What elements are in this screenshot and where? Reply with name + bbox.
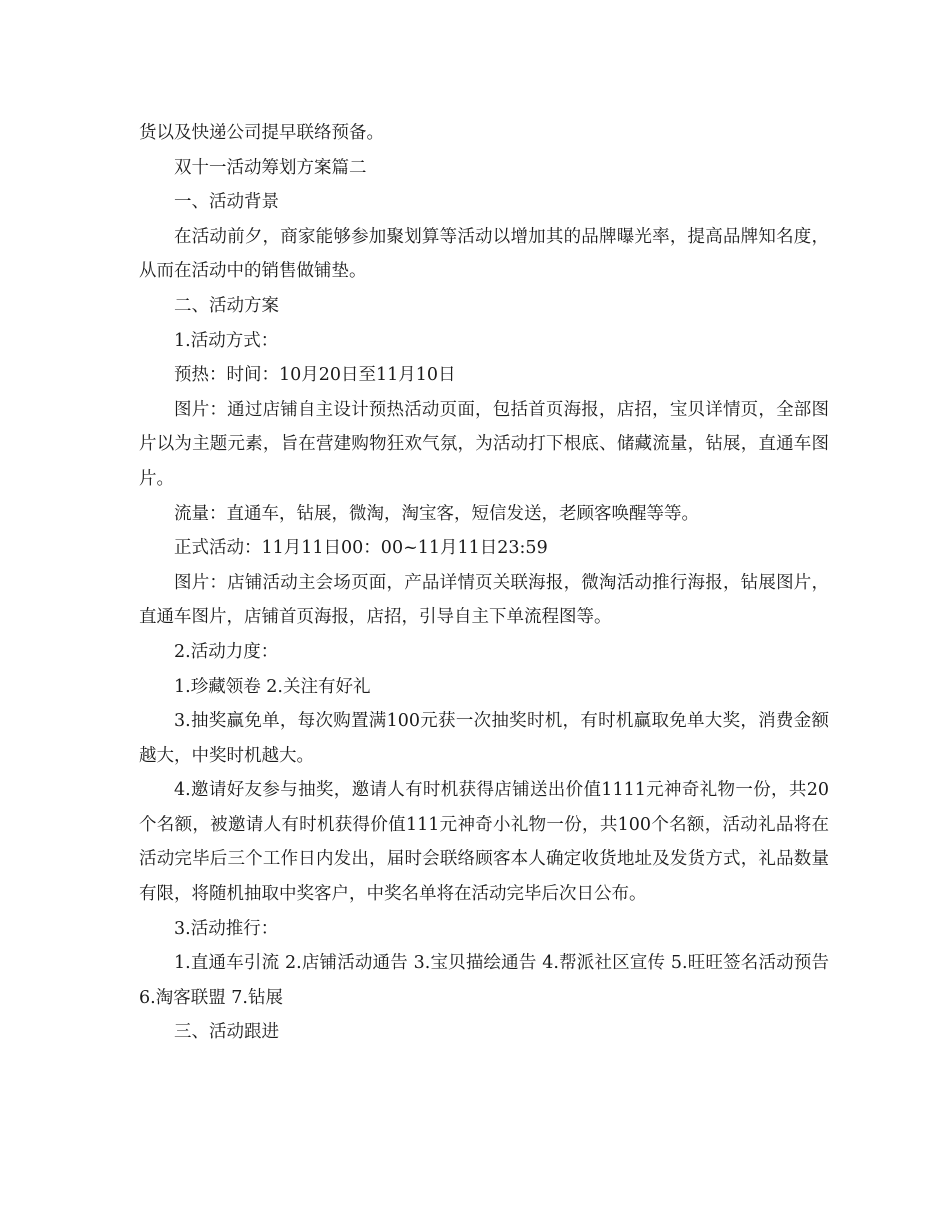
- paragraph-traffic: 流量：直通车，钻展，微淘，淘宝客，短信发送，老顾客唤醒等等。: [174, 503, 699, 524]
- paragraph-intensity-items: 1.珍藏领卷 2.关注有好礼: [174, 676, 371, 697]
- paragraph-continuation: 货以及快递公司提早联络预备。: [139, 123, 384, 143]
- paragraph-preheat-images: 图片：通过店铺自主设计预热活动页面，包括首页海报，店招，宝贝详情页，全部图片以为主题元素，旨在营建购物狂欢气氛，为活动打下根底、储藏流量，钻展，直通车图片。: [139, 399, 829, 489]
- paragraph-invite: 4.邀请好友参与抽奖，邀请人有时机获得店铺送出价值1111元神奇礼物一份，共20个名额，被邀请人有时机获得价值111元神奇小礼物一份，共100个名额，活动礼品将在活动完毕后三个工作日内发出，届时会联络顾客本人确定收货地址及发货方式，礼品数量有限，将随机抽取中奖客户，中奖名单将在活动完毕后次日公布。: [139, 780, 829, 905]
- paragraph-formal-time: 正式活动：11月11日00：00~11月11日23:59: [174, 538, 548, 559]
- paragraph-background: 在活动前夕，商家能够参加聚划算等活动以增加其的品牌曝光率，提高品牌知名度，从而在活动中的销售做铺垫。: [139, 226, 829, 282]
- paragraph-promotion-items: 1.直通车引流 2.店铺活动通告 3.宝贝描绘通告 4.帮派社区宣传 5.旺旺签名活动预告 6.淘客联盟 7.钻展: [139, 953, 829, 1008]
- subheading-intensity: 2.活动力度：: [174, 641, 279, 662]
- paragraph-formal-images: 图片：店铺活动主会场页面，产品详情页关联海报，微淘活动推行海报，钻展图片，直通车图片，店铺首页海报，店招，引导自主下单流程图等。: [139, 572, 829, 628]
- section-title: 双十一活动筹划方案篇二: [174, 157, 367, 178]
- heading-plan: 二、活动方案: [174, 295, 279, 316]
- paragraph-lottery: 3.抽奖赢免单，每次购置满100元获一次抽奖时机，有时机赢取免单大奖，消费金额越大，中奖时机越大。: [139, 711, 829, 766]
- subheading-method: 1.活动方式：: [174, 330, 279, 351]
- document-body: [139, 116, 829, 1050]
- heading-followup: 三、活动跟进: [174, 1022, 279, 1043]
- heading-background: 一、活动背景: [174, 192, 279, 213]
- subheading-promotion: 3.活动推行：: [174, 918, 279, 939]
- paragraph-preheat-time: 预热：时间：10月20日至11月10日: [174, 365, 456, 386]
